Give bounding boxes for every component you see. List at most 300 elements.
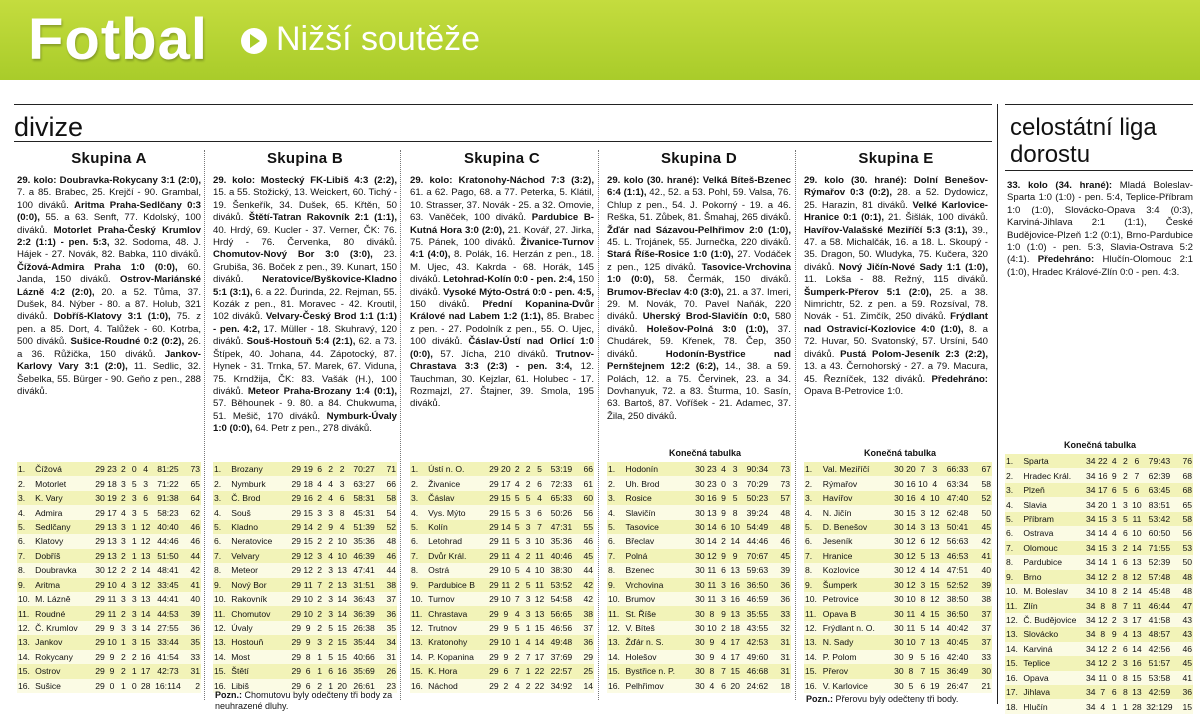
table-cell: 11 — [905, 606, 917, 620]
table-cell: 17 — [106, 505, 118, 519]
match-details: 61. a 62. Pago, 68. a 77. Peterka, 5. Klátil, 10. Strasser, 37. Novák - 25. a 32. Omovie, 63. Vaněček, 100 diváků. — [410, 187, 594, 224]
table-cell: 42:56 — [1143, 642, 1176, 656]
table-cell: 40:42 — [941, 621, 974, 635]
team-name: Uh. Brod — [624, 476, 693, 490]
table-row — [1005, 454, 1193, 468]
match-details: 27. Vodáček z pen., 125 diváků. — [607, 249, 791, 273]
table-cell: 15 — [905, 505, 917, 519]
table-cell: 11. — [17, 606, 34, 620]
team-name: Turnov — [427, 592, 488, 606]
table-cell: 43 — [1176, 613, 1193, 627]
table-cell: 17 — [1131, 613, 1143, 627]
table-cell: 3 — [523, 592, 534, 606]
match-result: Frýdlant nad Ostravicí-Kozlovice 4:0 (1:0), — [804, 311, 988, 335]
table-cell: 81:25 — [152, 462, 185, 476]
table-cell: 26 — [380, 664, 397, 678]
table-cell: 14 — [336, 606, 348, 620]
table-cell: 39 — [774, 563, 791, 577]
table-cell: 3 — [523, 606, 534, 620]
table-cell: 12 — [1097, 642, 1109, 656]
match-details: 28. a 52. Dydowicz, 25. Harazin, 81 diváků. — [804, 187, 988, 211]
table-cell: 13. — [1005, 627, 1022, 641]
table-cell: 5 — [512, 563, 523, 577]
table-cell: 16. — [1005, 671, 1022, 685]
team-name: Brozany — [230, 462, 290, 476]
table-cell: 30 — [893, 650, 905, 664]
table-cell: 9. — [410, 578, 427, 592]
table-cell: 1 — [129, 534, 140, 548]
divider — [14, 141, 992, 142]
table-cell: 45 — [577, 549, 594, 563]
table-row — [607, 534, 791, 548]
table-cell: 14 — [929, 621, 941, 635]
table-row — [1005, 642, 1193, 656]
table-cell: 9 — [106, 650, 118, 664]
team-name: Opava — [1022, 671, 1085, 685]
table-row — [410, 462, 594, 476]
table-row — [213, 563, 397, 577]
team-name: Holešov — [624, 650, 693, 664]
match-result: Stará Říše-Rosice 1:0 (1:0), — [607, 249, 734, 261]
table-cell: 24:62 — [741, 679, 774, 693]
match-details: 21. Šišlák, 100 diváků. — [883, 212, 988, 224]
table-cell: 68 — [1176, 468, 1193, 482]
table-cell: 4. — [213, 505, 230, 519]
table-cell: 14 — [1131, 642, 1143, 656]
table-cell: 3 — [1120, 497, 1131, 511]
table-cell: 29 — [290, 606, 302, 620]
standings-table-c — [410, 462, 594, 693]
table-cell: 13 — [729, 563, 741, 577]
table-cell: 10 — [729, 520, 741, 534]
table-row — [17, 534, 201, 548]
table-cell: 37 — [974, 621, 992, 635]
match-details: 75. z pen. a 85. Dort, 4. Talůžek - 60. Kotrba, 500 diváků. — [17, 311, 201, 348]
table-cell: 7 — [512, 592, 523, 606]
match-details: 25. a 38. Nimrichtr, 52. z pen. a 59. Rozsíval, 78. Novák - 51. Zimčík, 250 diváků. — [804, 286, 988, 323]
table-cell: 34 — [1085, 555, 1097, 569]
standings-table-d — [607, 462, 791, 693]
table-cell: 20 — [905, 462, 917, 476]
table-cell: 5 — [917, 650, 929, 664]
table-cell: 0 — [1109, 671, 1120, 685]
table-row — [213, 549, 397, 563]
table-cell: 7 — [718, 664, 729, 678]
table-cell: 7. — [213, 549, 230, 563]
table-cell: 46 — [774, 534, 791, 548]
table-cell: 6 — [1131, 483, 1143, 497]
table-cell: 17 — [1097, 483, 1109, 497]
results-text — [17, 175, 201, 398]
match-result: Žďár nad Sázavou-Pelhřimov 2:0 (1:0), — [607, 224, 791, 236]
table-cell: 41 — [1176, 671, 1193, 685]
team-name: M. Lázně — [34, 592, 94, 606]
table-cell: 15. — [410, 664, 427, 678]
group-title: Skupina D — [660, 150, 738, 167]
table-cell: 14 — [929, 563, 941, 577]
table-cell: 66 — [577, 462, 594, 476]
match-details: 58. Čermák, 150 diváků. — [654, 274, 791, 286]
team-name: Hodonín — [624, 462, 693, 476]
table-cell: 79:43 — [1143, 454, 1176, 468]
group-e-column — [804, 150, 988, 398]
table-cell: 0 — [129, 679, 140, 693]
team-name: Nymburk — [230, 476, 290, 490]
table-cell: 29 — [94, 476, 106, 490]
team-name: K. Vary — [34, 491, 94, 505]
match-details: Hlučín-Olomouc 2:1 (1:0), Hradec Králové-Zlín 0:0 - pen. 4:3. — [1007, 254, 1193, 278]
table-cell: 15. — [804, 664, 822, 678]
table-cell: 14 — [905, 520, 917, 534]
table-cell: 29 — [577, 650, 594, 664]
table-row — [607, 563, 791, 577]
table-cell: 30 — [694, 621, 706, 635]
table-cell: 14 — [336, 592, 348, 606]
table-cell: 2 — [325, 578, 336, 592]
team-name: Jihlava — [1022, 685, 1085, 699]
table-cell: 8. — [804, 563, 822, 577]
table-cell: 2 — [325, 534, 336, 548]
table-cell: 13 — [729, 606, 741, 620]
team-name: Ostrá — [427, 563, 488, 577]
table-cell: 29 — [290, 679, 302, 693]
table-cell: 7 — [314, 578, 325, 592]
table-cell: 14. — [607, 650, 624, 664]
table-cell: 14 — [500, 520, 512, 534]
table-cell: 9 — [706, 635, 718, 649]
match-details: 23. Grubiša, 36. Boček z pen., 39. Kunart, 150 diváků. — [213, 249, 397, 286]
table-cell: 3 — [325, 606, 336, 620]
table-cell: 14 — [140, 563, 152, 577]
table-cell: 38 — [974, 592, 992, 606]
table-cell: 0 — [129, 462, 140, 476]
table-cell: 9 — [706, 650, 718, 664]
table-cell: 2 — [500, 679, 512, 693]
team-name: Klatovy — [34, 534, 94, 548]
table-cell: 1 — [129, 520, 140, 534]
table-cell: 12 — [929, 505, 941, 519]
table-cell: 10 — [500, 563, 512, 577]
table-cell: 4 — [1109, 526, 1120, 540]
team-name: Ústí n. O. — [427, 462, 488, 476]
table-cell: 3 — [1109, 512, 1120, 526]
table-cell: 17. — [1005, 685, 1022, 699]
table-cell: 58 — [380, 491, 397, 505]
table-cell: 3 — [1120, 613, 1131, 627]
table-cell: 30 — [893, 621, 905, 635]
table-cell: 29 — [290, 491, 302, 505]
table-cell: 34 — [1085, 699, 1097, 713]
table-cell: 45:31 — [348, 505, 380, 519]
team-name: Hranice — [822, 549, 893, 563]
table-cell: 50:26 — [546, 505, 578, 519]
table-cell: 52 — [380, 520, 397, 534]
table-cell: 9 — [729, 549, 741, 563]
table-cell: 29 — [290, 664, 302, 678]
match-result: Čáslav-Ústí nad Orlicí 1:0 (0:0), — [410, 336, 594, 360]
table-cell: 44 — [184, 549, 201, 563]
table-cell: 16 — [905, 476, 917, 490]
table-cell: 8 — [706, 664, 718, 678]
match-details: 11. Lokša - 88. Režný, 115 diváků. — [804, 274, 988, 286]
table-cell: 52:52 — [941, 578, 974, 592]
table-row — [804, 563, 992, 577]
table-cell: 4 — [118, 578, 129, 592]
table-cell: 34 — [1085, 598, 1097, 612]
table-cell: 3 — [325, 563, 336, 577]
table-cell: 16. — [607, 679, 624, 693]
team-name: Sparta — [1022, 454, 1085, 468]
table-row — [1005, 497, 1193, 511]
table-cell: 28 — [140, 679, 152, 693]
table-cell: 1 — [314, 664, 325, 678]
table-row — [213, 534, 397, 548]
table-cell: 17 — [729, 650, 741, 664]
table-row — [804, 635, 992, 649]
table-cell: 6 — [1120, 526, 1131, 540]
arrow-right-icon — [241, 28, 267, 54]
table-cell: 29 — [290, 563, 302, 577]
table-cell: 42 — [577, 578, 594, 592]
group-a-column — [17, 150, 201, 398]
table-cell: 76 — [1176, 454, 1193, 468]
table-cell: 36 — [577, 635, 594, 649]
table-cell: 46 — [380, 549, 397, 563]
table-cell: 11. — [213, 606, 230, 620]
match-details: 21. Kovář, 27. Jirka, 75. Pánek, 100 diváků. — [410, 224, 594, 249]
table-cell: 14 — [1131, 541, 1143, 555]
group-b-column — [213, 150, 397, 436]
table-cell: 16 — [302, 491, 314, 505]
table-cell: 31 — [774, 635, 791, 649]
team-name: Neratovice — [230, 534, 290, 548]
table-cell: 11. — [1005, 598, 1022, 612]
table-cell: 30 — [893, 606, 905, 620]
table-cell: 14 — [140, 621, 152, 635]
table-cell: 4 — [917, 491, 929, 505]
match-result: Uherský Brod-Slavičín 0:0, — [642, 311, 770, 323]
table-cell: 13 — [929, 549, 941, 563]
table-cell: 29 — [488, 549, 500, 563]
table-cell: 3 — [325, 592, 336, 606]
team-name: Kratonohy — [427, 635, 488, 649]
table-cell: 29 — [94, 578, 106, 592]
table-row — [17, 505, 201, 519]
standings-table-a — [17, 462, 201, 693]
match-details: 21. a 37. Imeri, 29. M. Novák, 70. Pavel Naňák, 220 diváků. — [607, 286, 792, 323]
table-row — [410, 650, 594, 664]
table-cell: 46 — [577, 534, 594, 548]
table-cell: 13. — [607, 635, 624, 649]
table-cell: 2 — [523, 679, 534, 693]
table-row — [804, 592, 992, 606]
table-cell: 15 — [929, 606, 941, 620]
table-cell: 90:34 — [741, 462, 774, 476]
table-cell: 9 — [718, 606, 729, 620]
table-cell: 55 — [577, 520, 594, 534]
table-row — [607, 621, 791, 635]
table-cell: 36 — [1176, 685, 1193, 699]
table-cell: 15 — [500, 505, 512, 519]
table-row — [1005, 468, 1193, 482]
table-cell: 40 — [974, 563, 992, 577]
table-cell: 3. — [804, 491, 822, 505]
table-cell: 30 — [694, 563, 706, 577]
table-cell: 12 — [140, 520, 152, 534]
table-cell: 54 — [380, 505, 397, 519]
team-name: Sušice — [34, 679, 94, 693]
table-cell: 10. — [410, 592, 427, 606]
team-name: Vys. Mýto — [427, 505, 488, 519]
table-row — [607, 462, 791, 476]
table-cell: 46:56 — [546, 621, 578, 635]
table-cell: 29 — [488, 534, 500, 548]
table-cell: 18. — [1005, 699, 1022, 713]
table-cell: 9 — [718, 505, 729, 519]
table-cell: 52:39 — [1143, 555, 1176, 569]
team-name: Val. Meziříčí — [822, 462, 893, 476]
table-cell: 5 — [325, 621, 336, 635]
table-cell: 1 — [1109, 555, 1120, 569]
table-cell: 34 — [1085, 512, 1097, 526]
table-cell: 11 — [1131, 598, 1143, 612]
team-name: Hradec Král. — [1022, 468, 1085, 482]
table-cell: 0 — [718, 476, 729, 490]
table-cell: 34 — [1085, 497, 1097, 511]
table-row — [1005, 584, 1193, 598]
table-cell: 3 — [118, 534, 129, 548]
table-cell: 10 — [1097, 584, 1109, 598]
table-cell: 29 — [290, 650, 302, 664]
note-label: Pozn.: — [215, 690, 242, 700]
team-name: Rokycany — [34, 650, 94, 664]
table-cell: 13 — [1131, 685, 1143, 699]
table-cell: 30 — [893, 592, 905, 606]
table-cell: 23 — [106, 462, 118, 476]
table-cell: 4. — [607, 505, 624, 519]
table-cell: 9 — [905, 650, 917, 664]
table-cell: 4 — [336, 520, 348, 534]
table-cell: 3 — [917, 578, 929, 592]
match-result: 29. kolo: Mostecký FK-Libiš 4:3 (2:2), — [213, 175, 397, 186]
table-cell: 29 — [488, 578, 500, 592]
table-row — [410, 520, 594, 534]
table-cell: 3 — [314, 505, 325, 519]
table-cell: 31 — [774, 664, 791, 678]
table-cell: 15 — [1097, 512, 1109, 526]
match-details: 55. a 63. Senft, 77. Kdolský, 100 diváků. — [17, 212, 201, 236]
table-cell: 30 — [893, 635, 905, 649]
table-cell: 19 — [302, 462, 314, 476]
team-name: Hlučín — [1022, 699, 1085, 713]
table-cell: 51:50 — [152, 549, 185, 563]
table-cell: 12 — [534, 592, 546, 606]
table-cell: 29 — [290, 578, 302, 592]
table-cell: 48 — [774, 505, 791, 519]
table-cell: 6 — [1120, 642, 1131, 656]
table-cell: 46 — [1176, 642, 1193, 656]
table-cell: 7 — [1097, 685, 1109, 699]
table-cell: 34 — [1085, 642, 1097, 656]
table-cell: 9. — [607, 578, 624, 592]
table-cell: 44 — [577, 563, 594, 577]
table-cell: 65:33 — [546, 491, 578, 505]
table-cell: 11 — [500, 578, 512, 592]
table-cell: 2 — [118, 491, 129, 505]
table-cell: 10. — [1005, 584, 1022, 598]
team-name: Kladno — [230, 520, 290, 534]
table-cell: 7 — [917, 664, 929, 678]
table-cell: 1 — [129, 549, 140, 563]
table-cell: 9 — [325, 520, 336, 534]
table-cell: 30 — [893, 549, 905, 563]
team-name: Slovácko — [1022, 627, 1085, 641]
divider — [997, 104, 998, 704]
table-cell: 8 — [1097, 598, 1109, 612]
table-row — [607, 505, 791, 519]
table-cell: 10. — [804, 592, 822, 606]
table-cell: 4 — [512, 476, 523, 490]
table-cell: 28 — [1131, 699, 1143, 713]
team-name: Doubravka — [34, 563, 94, 577]
table-cell: 9 — [500, 606, 512, 620]
table-cell: 41 — [184, 578, 201, 592]
table-cell: 3 — [314, 549, 325, 563]
team-name: Žďár n. S. — [624, 635, 693, 649]
table-cell: 3 — [1120, 656, 1131, 670]
table-cell: 4 — [718, 635, 729, 649]
table-cell: 56:63 — [941, 534, 974, 548]
table-cell: 1 — [129, 664, 140, 678]
table-cell: 10 — [929, 491, 941, 505]
match-result: Trutnov-Chrastava 3:3 (2:3) - pen. 3:4, — [410, 348, 594, 373]
table-cell: 5 — [729, 491, 741, 505]
table-row — [17, 650, 201, 664]
table-cell: 70:27 — [348, 462, 380, 476]
table-cell: 4. — [410, 505, 427, 519]
table-cell: 12 — [106, 563, 118, 577]
match-details: 39., 47. a 58. Michalčák, 16. a 18. L. Skoupý - 35. Dragon, 50. Wludyka, 75. Kučera, 320 diváků. — [804, 224, 988, 273]
table-cell: 29 — [488, 505, 500, 519]
table-cell: 5. — [213, 520, 230, 534]
table-cell: 9 — [302, 621, 314, 635]
table-cell: 10 — [706, 621, 718, 635]
table-cell: 29 — [488, 462, 500, 476]
match-details: 26. a 36. Růžička, 150 diváků. — [17, 336, 201, 360]
table-cell: 6 — [718, 563, 729, 577]
table-cell: 14 — [577, 679, 594, 693]
table-cell: 6. — [607, 534, 624, 548]
table-cell: 2 — [129, 650, 140, 664]
table-cell: 47:31 — [546, 520, 578, 534]
table-cell: 15 — [336, 621, 348, 635]
table-cell: 3 — [129, 621, 140, 635]
table-row — [1005, 685, 1193, 699]
table-cell: 11 — [106, 606, 118, 620]
table-cell: 42 — [184, 563, 201, 577]
table-row — [1005, 570, 1193, 584]
table-cell: 2 — [512, 650, 523, 664]
table-cell: 4. — [1005, 497, 1022, 511]
table-cell: 6 — [534, 476, 546, 490]
team-name: Kolín — [427, 520, 488, 534]
table-row — [804, 578, 992, 592]
table-cell: 3 — [917, 520, 929, 534]
table-cell: 58:31 — [348, 491, 380, 505]
match-result: Dobříš-Klatovy 3:1 (1:0), — [53, 311, 171, 323]
table-cell: 16 — [929, 650, 941, 664]
table-row — [804, 476, 992, 490]
